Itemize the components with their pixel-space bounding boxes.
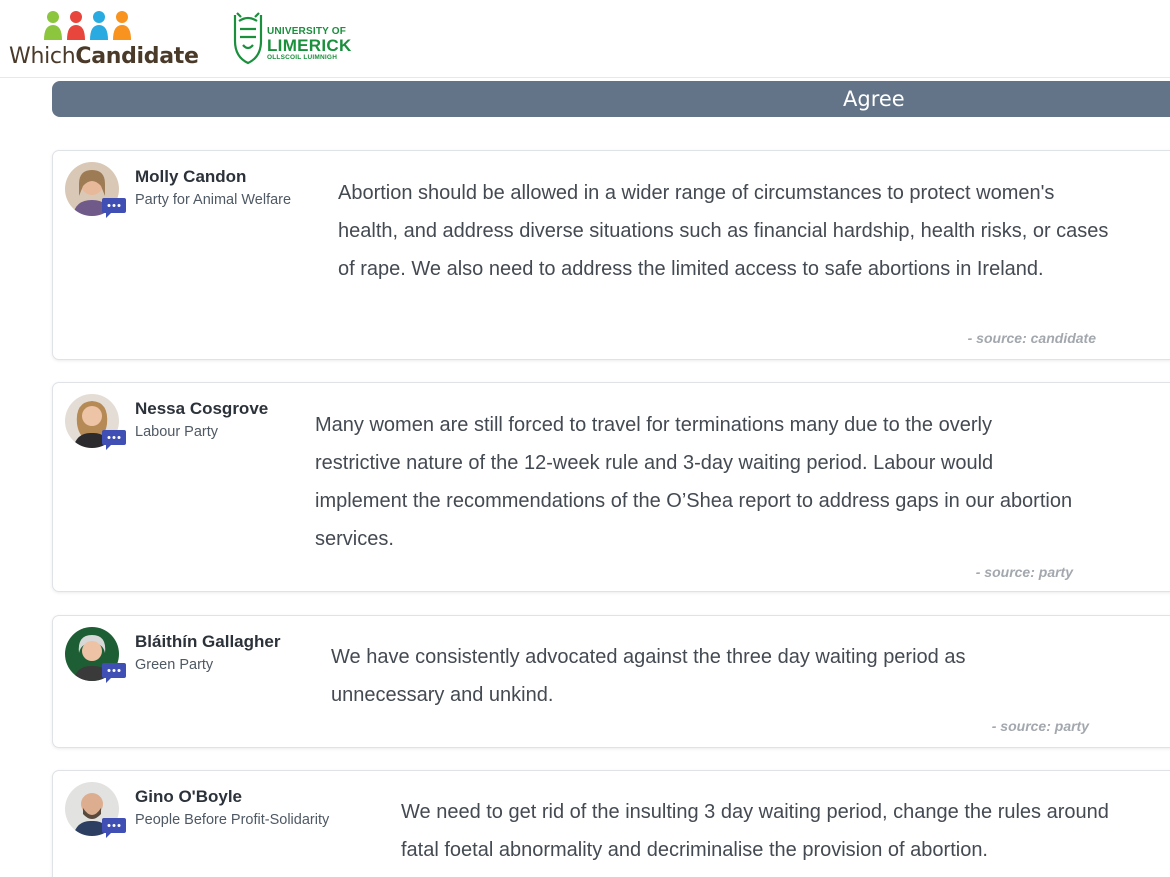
candidate-statement: Abortion should be allowed in a wider range of circumstances to protect women's health, and address diverse situations such as financial hardship, health risks, or cases of rape. We also need to address the limited access to safe abortions in Ireland. <box>338 182 1109 280</box>
candidate-name: Molly Candon <box>135 167 247 186</box>
candidate-party: Labour Party <box>135 424 219 440</box>
candidate-name: Bláithín Gallagher <box>135 632 281 651</box>
chat-bubble-icon <box>101 429 127 451</box>
agree-section-bar[interactable] <box>52 81 1170 117</box>
university-name <box>267 27 352 62</box>
site-header <box>0 0 1170 78</box>
logo-candidate: Candidate <box>75 44 199 69</box>
candidate-card[interactable] <box>52 615 1170 748</box>
logo-wordmark <box>9 44 199 70</box>
candidate-party: People Before Profit-Solidarity <box>135 812 330 828</box>
candidate-statement: Many women are still forced to travel for terminations many due to the overly restrictive nature of the 12-week rule and 3-day waiting period. Labour would implement the recommendations of the O’Shea report to address gaps in our abortion services. <box>315 414 1073 550</box>
chat-bubble-icon <box>101 662 127 684</box>
candidate-statement: We have consistently advocated against the three day waiting period as unnecessary and unkind. <box>331 646 966 706</box>
candidate-card[interactable] <box>52 150 1170 360</box>
candidate-party: Green Party <box>135 657 214 673</box>
university-line-3: OLLSCOIL LUIMNIGH <box>267 54 338 61</box>
chat-bubble-icon <box>101 197 127 219</box>
whichcandidate-logo[interactable] <box>9 10 199 70</box>
candidate-name: Nessa Cosgrove <box>135 399 269 418</box>
university-line-2: LIMERICK <box>267 36 352 55</box>
candidate-party: Party for Animal Welfare <box>135 192 292 208</box>
candidate-name: Gino O'Boyle <box>135 787 242 806</box>
candidate-card[interactable] <box>52 382 1170 592</box>
source-label: - source: party <box>975 564 1073 580</box>
source-label: - source: candidate <box>967 330 1096 346</box>
people-icon <box>43 10 139 42</box>
crest-icon <box>231 11 265 65</box>
candidate-card[interactable] <box>52 770 1170 877</box>
university-line-1: UNIVERSITY OF <box>267 26 347 37</box>
agree-label: Agree <box>843 87 905 111</box>
university-of-limerick-logo[interactable] <box>231 11 361 67</box>
chat-bubble-icon <box>101 817 127 839</box>
source-label: - source: party <box>991 718 1089 734</box>
logo-which: Which <box>9 44 76 69</box>
candidate-statement: We need to get rid of the insulting 3 day waiting period, change the rules around fatal foetal abnormality and decriminalise the provision of abortion. <box>401 801 1109 861</box>
